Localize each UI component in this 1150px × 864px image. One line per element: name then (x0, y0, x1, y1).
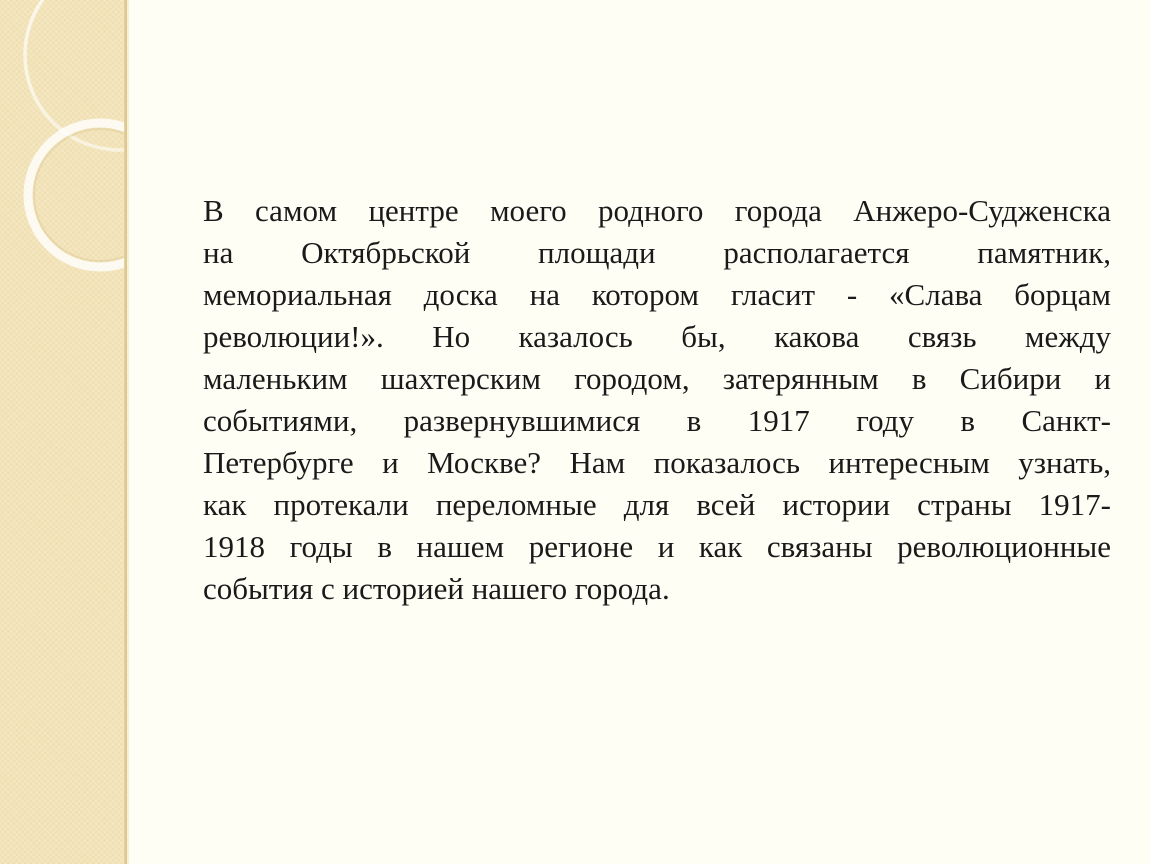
paragraph-line: на Октябрьской площади располагается памятник, (203, 235, 1111, 270)
lower-circle (28, 123, 127, 267)
paragraph-line: Петербурге и Москве? Нам показалось интересным узнать, (203, 445, 1111, 480)
paragraph-line: революции!». Но казалось бы, какова связь между (203, 319, 1111, 354)
paragraph-line: В самом центре моего родного города Анжеро-Судженска (203, 193, 1111, 228)
slide-paragraph (203, 190, 1111, 610)
decorative-sidebar (0, 0, 127, 864)
paragraph-line: мемориальная доска на котором гласит - «Слава борцам (203, 277, 1111, 312)
paragraph-line: 1918 годы в нашем регионе и как связаны революционные (203, 529, 1111, 564)
sidebar-edge-highlight (127, 0, 129, 864)
decorative-circles (0, 0, 127, 864)
paragraph-line: маленьким шахтерским городом, затерянным в Сибири и (203, 361, 1111, 396)
paragraph-line: как протекали переломные для всей истории страны 1917- (203, 487, 1111, 522)
paragraph-line: событиями, развернувшимися в 1917 году в Санкт- (203, 403, 1111, 438)
paragraph-line-last: события с историей нашего города. (203, 571, 670, 606)
